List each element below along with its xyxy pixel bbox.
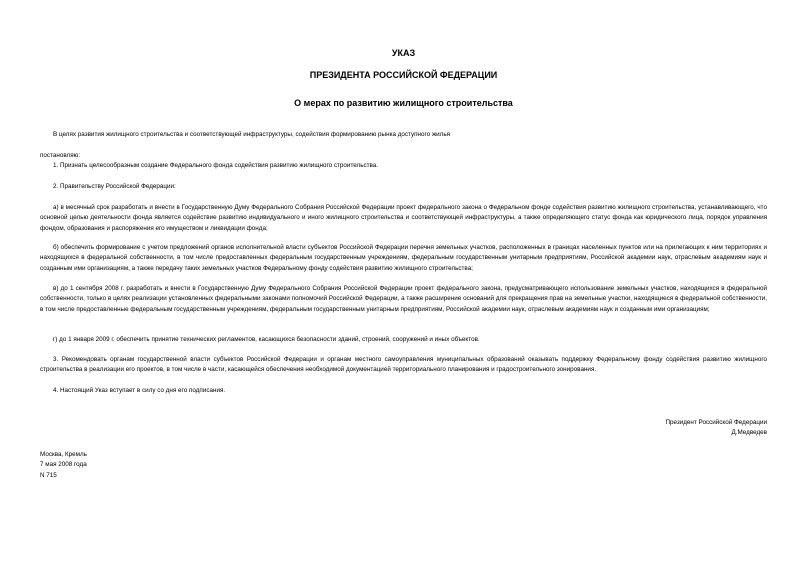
- date: 7 мая 2008 года: [40, 461, 87, 469]
- signature-name: Д.Медведев: [731, 429, 767, 437]
- paragraph-2a: а) в месячный срок разработать и внести в Государственную Думу Федерального Собрания Российской Федерации проект федерального закона о Федеральном фонде содействия развитию жилищного строительства, устанавливающего, что основной целью деятельности фонда является содействие развитию индивидуального и иного жилищного строительства и соответствующей инфраструктуры, а также определяющего статус фонда как юридического лица, порядок управления фондом, образования и распоряжения его имуществом и ликвидации фонда;: [40, 204, 767, 232]
- paragraph-3: 3. Рекомендовать органам государственной власти субъектов Российской Федерации и органам местного самоуправления муниципальных образований оказывать поддержку Федеральному фонду содействия развитию жилищного строительства в реализации его проектов, в том числе в части, касающейся обеспечения необходимой документацией территориального планирования и градостроительного зонирования.: [40, 356, 767, 374]
- intro-paragraph: В целях развития жилищного строительства и соответствующей инфраструктуры, содействия формированию рынка доступного жилья: [53, 131, 451, 138]
- paragraph-2c: в) до 1 сентября 2008 г. разработать и внести в Государственную Думу Федерального Собрания Российской Федерации проект федерального закона, предусматривающего использование земельных участков, находящихся в федеральной собственности, только в целях реализации установленных федеральными законами полномочий Российской Федерации, а также расширение оснований для прекращения прав на земельные участки, находящиеся в федеральной собственности, в том числе предоставленные федеральным государственным учреждениям, федеральным государственным унитарным предприятиям, Российской академии наук, отраслевым академиям наук и созданным ими организациям;: [40, 285, 767, 313]
- paragraph-2b: б) обеспечить формирование с учетом предложений органов исполнительной власти субъектов Российской Федерации перечня земельных участков, расположенных в границах населенных пунктов или на прилегающих к ним территориях и находящихся в федеральной собственности, в том числе предоставленных федеральным государственным учреждениям, федеральным государственным унитарным предприятиям, Российской академии наук, отраслевым академиям наук и созданным ими организациям, а также передачу таких земельных участков Федеральному фонду содействия развитию жилищного строительства;: [40, 244, 767, 272]
- paragraph-2: 2. Правительству Российской Федерации:: [53, 183, 176, 190]
- decree-heading: УКАЗ: [391, 48, 416, 58]
- signature-position: Президент Российской Федерации: [665, 419, 767, 426]
- signature-block: [467, 418, 767, 439]
- place-date-block: [40, 450, 340, 481]
- decree-word: постановляю:: [40, 152, 81, 159]
- issuer-heading: ПРЕЗИДЕНТА РОССИЙСКОЙ ФЕДЕРАЦИИ: [309, 70, 498, 80]
- paragraph-2d: г) до 1 января 2009 г. обеспечить принятие технических регламентов, касающихся безопасности зданий, строений, сооружений и иных объектов.: [53, 336, 480, 343]
- paragraph-1: 1. Признать целесообразным создание Федерального фонда содействия развитию жилищного строительства.: [53, 162, 379, 169]
- decree-number: N 715: [40, 471, 57, 479]
- document-title: О мерах по развитию жилищного строительства: [294, 98, 513, 108]
- place: Москва, Кремль: [40, 451, 87, 458]
- paragraph-4: 4. Настоящий Указ вступает в силу со дня его подписания.: [53, 387, 226, 394]
